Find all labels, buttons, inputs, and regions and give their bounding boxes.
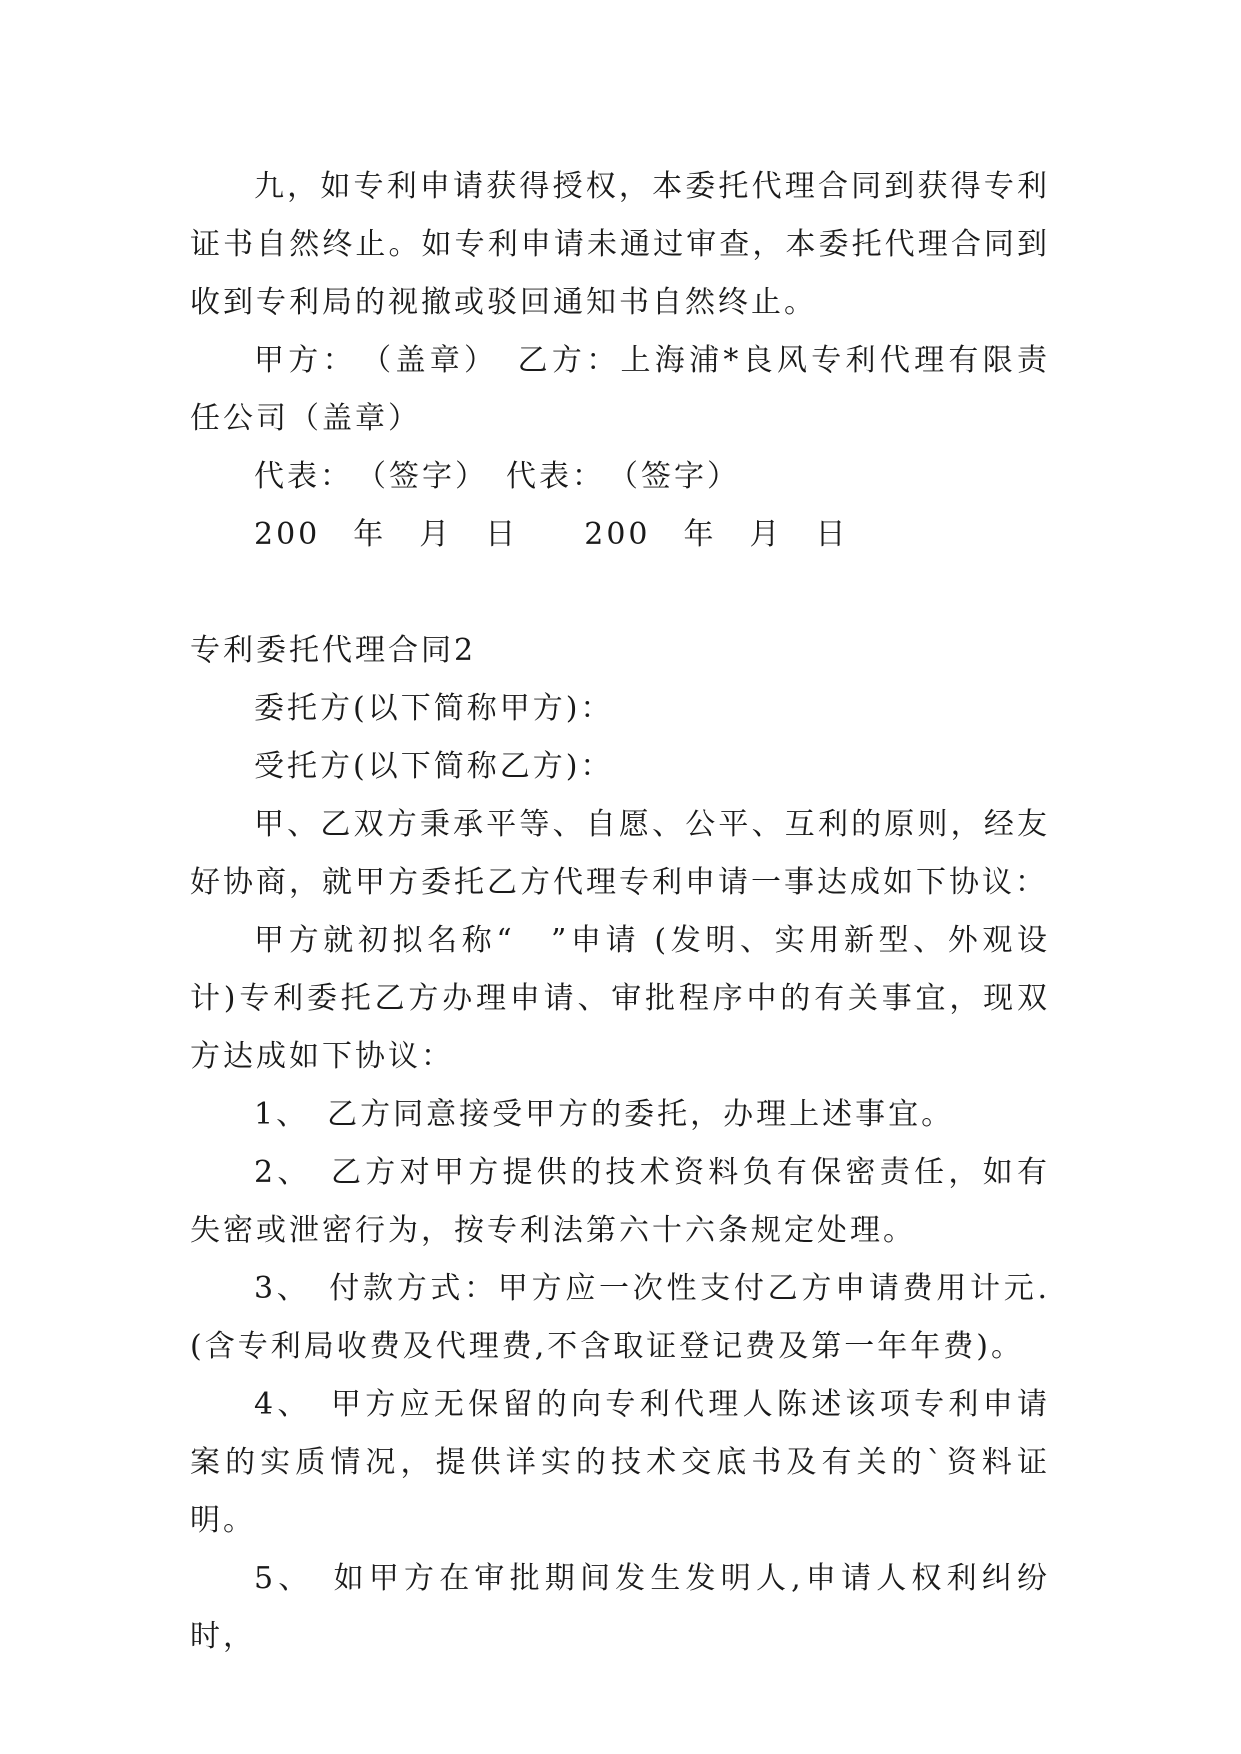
signature-representatives: 代表： （签字） 代表： （签字） <box>254 459 740 494</box>
clause-9: 九，如专利申请获得授权，本委托代理合同到获得专利证书自然终止。如专利申请未通过审查，本委托代理合同到收到专利局的视撤或驳回通知书自然终止。 <box>190 169 1050 320</box>
scope-paragraph: 甲方就初拟名称“ ”申请 (发明、实用新型、外观设计)专利委托乙方办理申请、审批程序中的有关事宜，现双方达成如下协议： <box>190 923 1050 1074</box>
item-4: 4、 甲方应无保留的向专利代理人陈述该项专利申请案的实质情况，提供详实的技术交底书及有关的`资料证明。 <box>190 1387 1050 1538</box>
agent-party: 受托方(以下简称乙方)： <box>254 749 614 784</box>
preamble: 甲、乙双方秉承平等、自愿、公平、互利的原则，经友好协商，就甲方委托乙方代理专利申请一事达成如下协议： <box>190 807 1050 900</box>
item-5: 5、 如甲方在审批期间发生发明人,申请人权利纠纷时， <box>190 1561 1050 1654</box>
section-title: 专利委托代理合同2 <box>190 633 477 668</box>
document-body <box>190 158 1050 1666</box>
signature-dates: 200 年 月 日 200 年 月 日 <box>254 517 849 552</box>
item-2: 2、 乙方对甲方提供的技术资料负有保密责任，如有失密或泄密行为，按专利法第六十六条规定处理。 <box>190 1155 1050 1248</box>
item-1: 1、 乙方同意接受甲方的委托，办理上述事宜。 <box>254 1097 955 1132</box>
item-3: 3、 付款方式：甲方应一次性支付乙方申请费用计元.(含专利局收费及代理费,不含取证登记费及第一年年费)。 <box>190 1271 1050 1364</box>
client-party: 委托方(以下简称甲方)： <box>254 691 614 726</box>
signature-parties: 甲方： （盖章） 乙方：上海浦*良风专利代理有限责任公司（盖章） <box>190 343 1050 436</box>
